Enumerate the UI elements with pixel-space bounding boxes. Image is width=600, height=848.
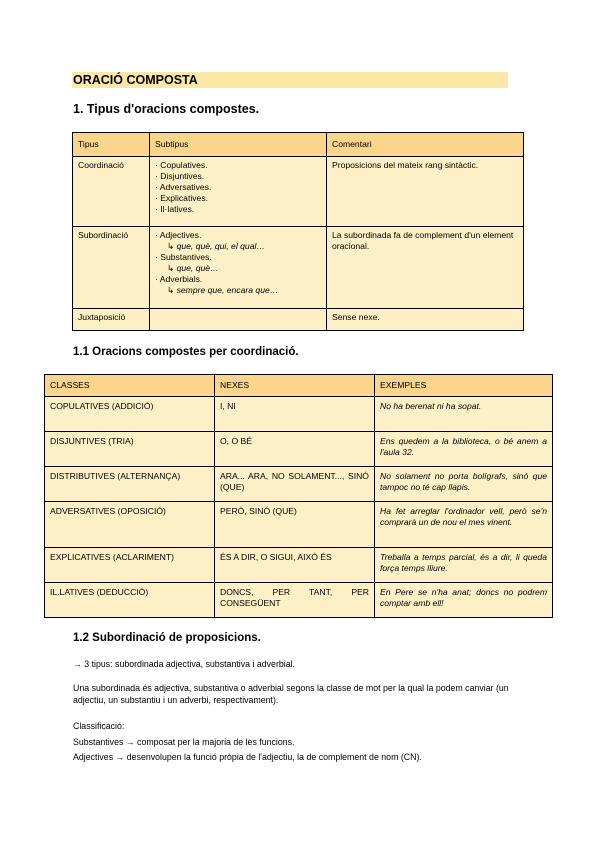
subtipus-item: · Adjectives. <box>155 230 202 240</box>
subtipus-item: · Explicatives. <box>155 193 209 203</box>
table-row <box>45 432 553 467</box>
header-cell: EXEMPLES <box>375 375 553 397</box>
definition-paragraph: Una subordinada és adjectiva, substantiva o adverbial segons la classe de mot per la qual la podem canviar (un adjectiu, un substantiu i un adverbi, respectivament). <box>73 683 509 705</box>
table-row <box>45 548 553 583</box>
classe-cell: IL.LATIVES (DEDUCCIÓ) <box>45 583 215 618</box>
tipus-cell: Subordinació <box>73 227 150 309</box>
substantives-line: Substantives → composat per la majoria de les funcions. <box>73 737 295 747</box>
subtipus-item: · Il·latives. <box>155 204 195 214</box>
section-1-2-heading: 1.2 Subordinació de proposicions. <box>73 632 261 644</box>
nexes-cell: ARA... ARA, NO SOLAMENT..., SINÓ (QUE) <box>215 467 375 502</box>
subtipus-item: · Disjuntives. <box>155 171 205 181</box>
classe-cell: DISTRIBUTIVES (ALTERNANÇA) <box>45 467 215 502</box>
subtipus-item: · Substantives. <box>155 252 212 262</box>
exemple-cell: En Pere se n'ha anat; doncs no podrem comptar amb ell! <box>375 583 553 618</box>
classe-cell: EXPLICATIVES (ACLARIMENT) <box>45 548 215 583</box>
header-cell: NEXES <box>215 375 375 397</box>
subtipus-nexus: ↳ que, què… <box>167 263 219 273</box>
header-cell: Subtipus <box>150 133 327 157</box>
header-cell: Comentari <box>327 133 524 157</box>
exemple-cell: No solament no porta bolígrafs, sinó que tampoc no té cap llapis. <box>375 467 553 502</box>
classe-cell: COPULATIVES (ADDICIÓ) <box>45 397 215 432</box>
header-cell: Tipus <box>73 133 150 157</box>
types-table-header <box>73 133 524 157</box>
coordination-table-header <box>45 375 553 397</box>
exemple-cell: Ha fet arreglar l'ordinador vell, però se'n comprarà un de nou el mes vinent. <box>375 502 553 548</box>
section-1-1-heading: 1.1 Oracions compostes per coordinació. <box>73 346 299 358</box>
comentari-cell: Sense nexe. <box>327 309 524 331</box>
nexes-cell: I, NI <box>215 397 375 432</box>
header-cell: CLASSES <box>45 375 215 397</box>
exemple-cell: No ha berenat ni ha sopat. <box>375 397 553 432</box>
subtipus-item: · Copulatives. <box>155 160 208 170</box>
comentari-cell: Proposicions del mateix rang sintàctic. <box>327 157 524 227</box>
nexes-cell: DONCS, PER TANT, PER CONSEGÜENT <box>215 583 375 618</box>
subtipus-cell <box>150 227 327 309</box>
subtipus-nexus: ↳ que, què, qui, el qual… <box>167 241 265 251</box>
document-title: ORACIÓ COMPOSTA <box>72 72 508 88</box>
nexes-cell: ÉS A DIR, O SIGUI, AIXÒ ÉS <box>215 548 375 583</box>
tipus-cell: Juxtaposició <box>73 309 150 331</box>
table-row <box>73 227 524 309</box>
table-row <box>45 502 553 548</box>
table-row <box>45 467 553 502</box>
adjectives-line: Adjectives → desenvolupen la funció pròpia de l'adjectiu, la de complement de nom (CN). <box>73 752 422 762</box>
subtipus-cell <box>150 157 327 227</box>
nexes-cell: O, O BÉ <box>215 432 375 467</box>
subtipus-item: · Adverbials. <box>155 274 203 284</box>
comentari-cell: La subordinada fa de complement d'un element oracional. <box>327 227 524 309</box>
tipus-cell: Coordinació <box>73 157 150 227</box>
classe-cell: ADVERSATIVES (OPOSICIÓ) <box>45 502 215 548</box>
subtipus-nexus: ↳ sempre que, encara que… <box>167 285 279 295</box>
coordination-table <box>44 374 553 618</box>
table-row <box>73 157 524 227</box>
table-row <box>73 309 524 331</box>
exemple-cell: Ens quedem a la biblioteca, o bé anem a l'aula 32. <box>375 432 553 467</box>
subtipus-item: · Adversatives. <box>155 182 212 192</box>
subtipus-cell <box>150 309 327 331</box>
types-table <box>72 132 524 331</box>
exemple-cell: Treballa a temps parcial, és a dir, li queda força temps lliure. <box>375 548 553 583</box>
table-row <box>45 583 553 618</box>
table-row <box>45 397 553 432</box>
classe-cell: DISJUNTIVES (TRIA) <box>45 432 215 467</box>
nexes-cell: PERÒ, SINÓ (QUE) <box>215 502 375 548</box>
types-line: → 3 tipus: subordinada adjectiva, substantiva i adverbial. <box>73 659 296 669</box>
section-1-heading: 1. Tipus d'oracions compostes. <box>73 102 260 116</box>
classification-label: Classificació: <box>73 721 125 731</box>
